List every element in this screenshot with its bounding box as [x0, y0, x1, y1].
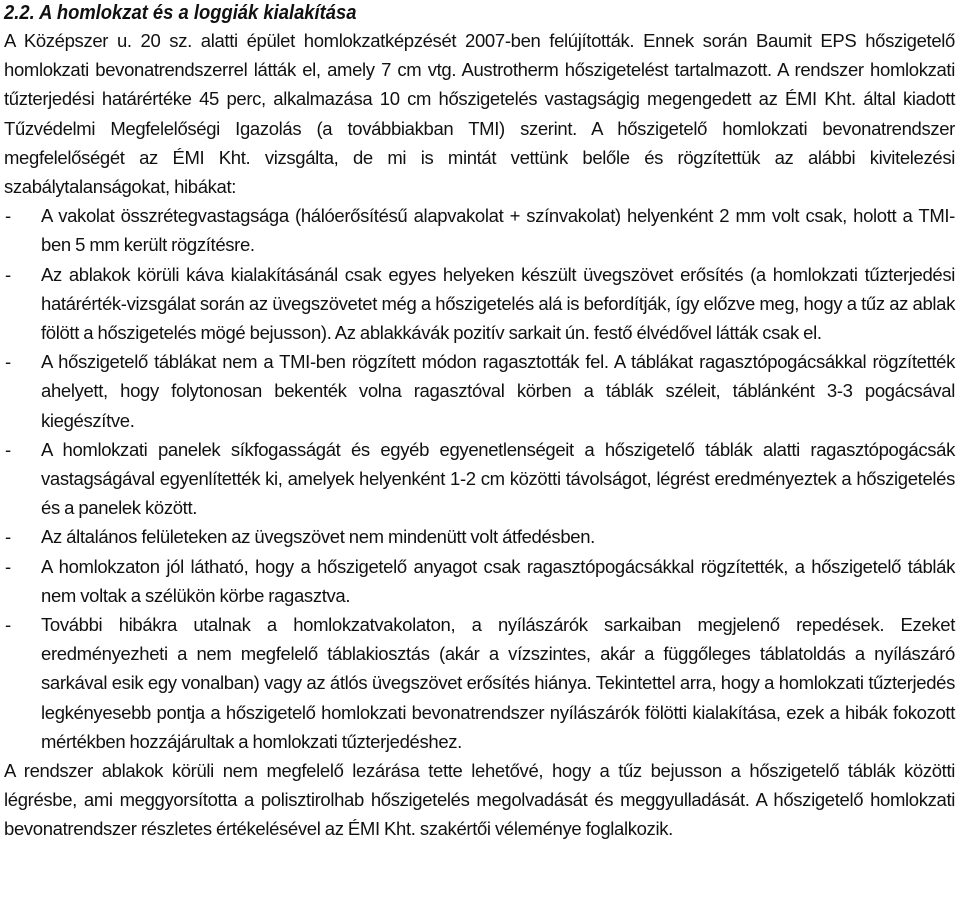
- list-item: [4, 552, 955, 610]
- closing-paragraph: A rendszer ablakok körüli nem megfelelő lezárása tette lehetővé, hogy a tűz bejusson a hőszigetelő táblák közötti légrésbe, ami meggyorsította a polisztirolhab hőszigetelés megolvadását és meggyulladását. A hőszigetelő homlokzati bevonatrendszer részletes értékelésével az ÉMI Kht. szakértői véleménye foglalkozik.: [4, 760, 955, 840]
- list-item-text: Az általános felületeken az üvegszövet nem mindenütt volt átfedésben.: [41, 526, 595, 548]
- list-item: [4, 201, 955, 259]
- list-item-text: A hőszigetelő táblákat nem a TMI-ben rögzített módon ragasztották fel. A táblákat ragasztópogácsákkal rögzítették ahelyett, hogy folytonosan bekenték volna ragasztóval körben a táblák széleit, táblánként 3-3 pogácsával kiegészítve.: [41, 351, 955, 431]
- list-dash: -: [5, 614, 11, 636]
- list-dash: -: [5, 526, 11, 548]
- list-item: [4, 260, 955, 348]
- defect-list: [4, 201, 955, 756]
- list-dash: -: [5, 438, 11, 460]
- list-item-text: A vakolat összrétegvastagsága (hálóerősítésű alapvakolat + színvakolat) helyenként 2 mm volt csak, holott a TMI-ben 5 mm került rögzítésre.: [41, 205, 955, 256]
- list-item: [4, 522, 955, 551]
- list-item: [4, 347, 955, 435]
- intro-paragraph: A Középszer u. 20 sz. alatti épület homlokzatképzését 2007-ben felújították. Ennek során Baumit EPS hőszigetelő homlokzati bevonatrendszerrel látták el, amely 7 cm vtg. Austrotherm hőszigetelést tartalmazott. A rendszer homlokzati tűzterjedési határértéke 45 perc, alkalmazása 10 cm hőszigetelés vastagságig megengedett az ÉMI Kht. által kiadott Tűzvédelmi Megfelelőségi Igazolás (a továbbiakban TMI) szerint. A hőszigetelő homlokzati bevonatrendszer megfelelőségét az ÉMI Kht. vizsgálta, de mi is mintát vettünk belőle és rögzítettük az alábbi kivitelezési szabálytalanságokat, hibákat:: [4, 30, 955, 198]
- list-item-text: Az ablakok körüli káva kialakításánál csak egyes helyeken készült üvegszövet erősítés (a homlokzati tűzterjedési határérték-vizsgálat során az üvegszövetet még a hőszigetelés alá is befordítják, így előzve meg, hogy a tűz az ablak fölött a hőszigetelés mögé bejusson). Az ablakkávák pozitív sarkait ún. festő élvédővel látták csak el.: [41, 263, 955, 344]
- list-item: [4, 610, 955, 756]
- list-item-text: További hibákra utalnak a homlokzatvakolaton, a nyílászárók sarkaiban megjelenő repedések. Ezeket eredményezheti a nem megfelelő táblakiosztás (akár a vízszintes, akár a függőleges táblatoldás a nyílászáró sarkával esik egy vonalban) vagy az átlós üvegszövet erősítés hiánya. Tekintettel arra, hogy a homlokzati tűzterjedés legkényesebb pontja a hőszigetelő homlokzati bevonatrendszer nyílászárók fölötti kialakítása, ezek a hibák fokozott mértékben hozzájárultak a homlokzati tűzterjedéshez.: [41, 614, 955, 752]
- list-item-text: A homlokzaton jól látható, hogy a hőszigetelő anyagot csak ragasztópogácsákkal rögzítették, a hőszigetelő táblák nem voltak a szélükön körbe ragasztva.: [41, 555, 955, 606]
- list-dash: -: [5, 351, 11, 373]
- list-item-text: A homlokzati panelek síkfogasságát és egyéb egyenetlenségeit a hőszigetelő táblák alatti ragasztópogácsák vastagságával egyenlítették ki, amelyek helyenként 1-2 cm közötti távolságot, légrést eredményeztek a hőszigetelés és a panelek között.: [41, 438, 955, 519]
- list-dash: -: [5, 555, 11, 577]
- list-dash: -: [5, 263, 11, 285]
- list-dash: -: [5, 205, 11, 227]
- list-item: [4, 435, 955, 523]
- section-heading: 2.2. A homlokzat és a loggiák kialakítása: [4, 2, 357, 24]
